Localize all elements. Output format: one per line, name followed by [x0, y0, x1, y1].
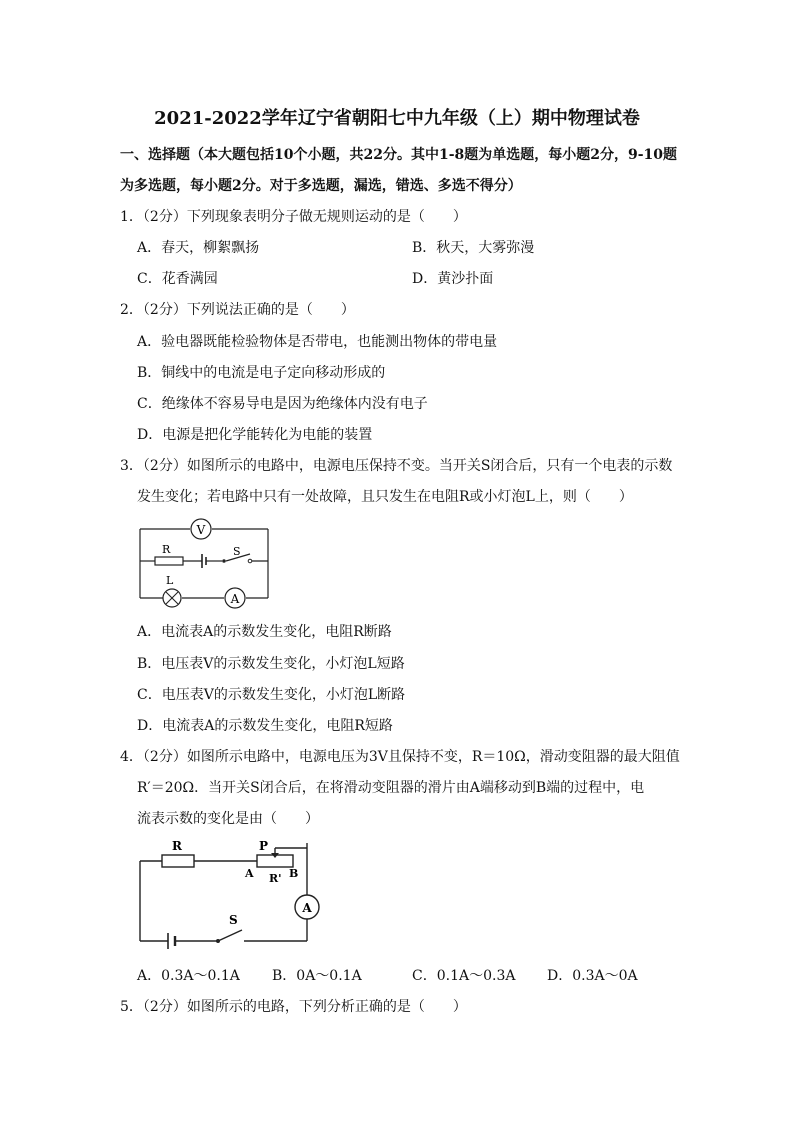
end-label-b: B: [289, 867, 299, 880]
switch-label: S: [229, 913, 238, 927]
q1-option-c: C．花香满园: [137, 271, 218, 287]
q2-option-b: B．铜线中的电流是电子定向移动形成的: [137, 365, 386, 381]
q3-circuit-diagram: [130, 512, 280, 612]
q3-option-b: B．电压表V的示数发生变化，小灯泡L短路: [137, 656, 405, 672]
voltmeter-label: V: [196, 523, 206, 537]
switch-label: S: [233, 545, 241, 558]
q3-stem-line1: 3．（2分）如图所示的电路中，电源电压保持不变。当开关S闭合后，只有一个电表的示数: [120, 458, 673, 474]
q1-option-a: A．春天，柳絮飘扬: [137, 240, 260, 256]
q4-stem-line2: R′＝20Ω．当开关S闭合后，在将滑动变阻器的滑片由A端移动到B端的过程中，电: [137, 780, 645, 796]
slider-label-p: P: [259, 839, 269, 853]
q2-option-d: D．电源是把化学能转化为电能的装置: [137, 427, 373, 443]
q4-option-b: B．0A～0.1A: [272, 968, 362, 984]
q4-option-c: C．0.1A～0.3A: [412, 968, 516, 984]
page-title: 2021-2022学年辽宁省朝阳七中九年级（上）期中物理试卷: [154, 108, 640, 129]
q4-stem-line3: 流表示数的变化是由（ ）: [137, 811, 319, 827]
q4-circuit-diagram: [132, 836, 332, 950]
q3-option-c: C．电压表V的示数发生变化，小灯泡L断路: [137, 687, 406, 703]
q1-option-b: B．秋天，大雾弥漫: [412, 240, 535, 256]
q2-option-a: A．验电器既能检验物体是否带电，也能测出物体的带电量: [137, 334, 498, 350]
ammeter-label: A: [302, 901, 312, 915]
q1-option-d: D．黄沙扑面: [412, 271, 494, 287]
q1-stem: 1．（2分）下列现象表明分子做无规则运动的是（ ）: [120, 209, 467, 225]
section-heading-line1: 一、选择题（本大题包括10个小题，共22分。其中1-8题为单选题，每小题2分，9-10题: [120, 147, 678, 163]
section-heading-line2: 为多选题，每小题2分。对于多选题，漏选，错选、多选不得分）: [120, 178, 522, 194]
q4-option-d: D．0.3A～0A: [547, 968, 638, 984]
resistor-label: R: [172, 839, 182, 853]
q3-option-a: A．电流表A的示数发生变化，电阻R断路: [137, 624, 392, 640]
q3-option-d: D．电流表A的示数发生变化，电阻R短路: [137, 718, 393, 734]
q5-stem: 5．（2分）如图所示的电路，下列分析正确的是（ ）: [120, 999, 467, 1015]
q4-option-a: A．0.3A～0.1A: [137, 968, 240, 984]
q2-option-c: C．绝缘体不容易导电是因为绝缘体内没有电子: [137, 396, 428, 412]
end-label-a: A: [245, 867, 254, 880]
lamp-label: L: [166, 574, 174, 587]
ammeter-label: A: [230, 592, 240, 606]
rheostat-label: R': [269, 872, 282, 885]
q2-stem: 2．（2分）下列说法正确的是（ ）: [120, 302, 355, 318]
resistor-label: R: [162, 543, 171, 556]
q3-stem-line2: 发生变化；若电路中只有一处故障，且只发生在电阻R或小灯泡L上，则（ ）: [137, 489, 633, 505]
q4-stem-line1: 4．（2分）如图所示电路中，电源电压为3V且保持不变，R＝10Ω，滑动变阻器的最大阻值: [120, 749, 680, 765]
